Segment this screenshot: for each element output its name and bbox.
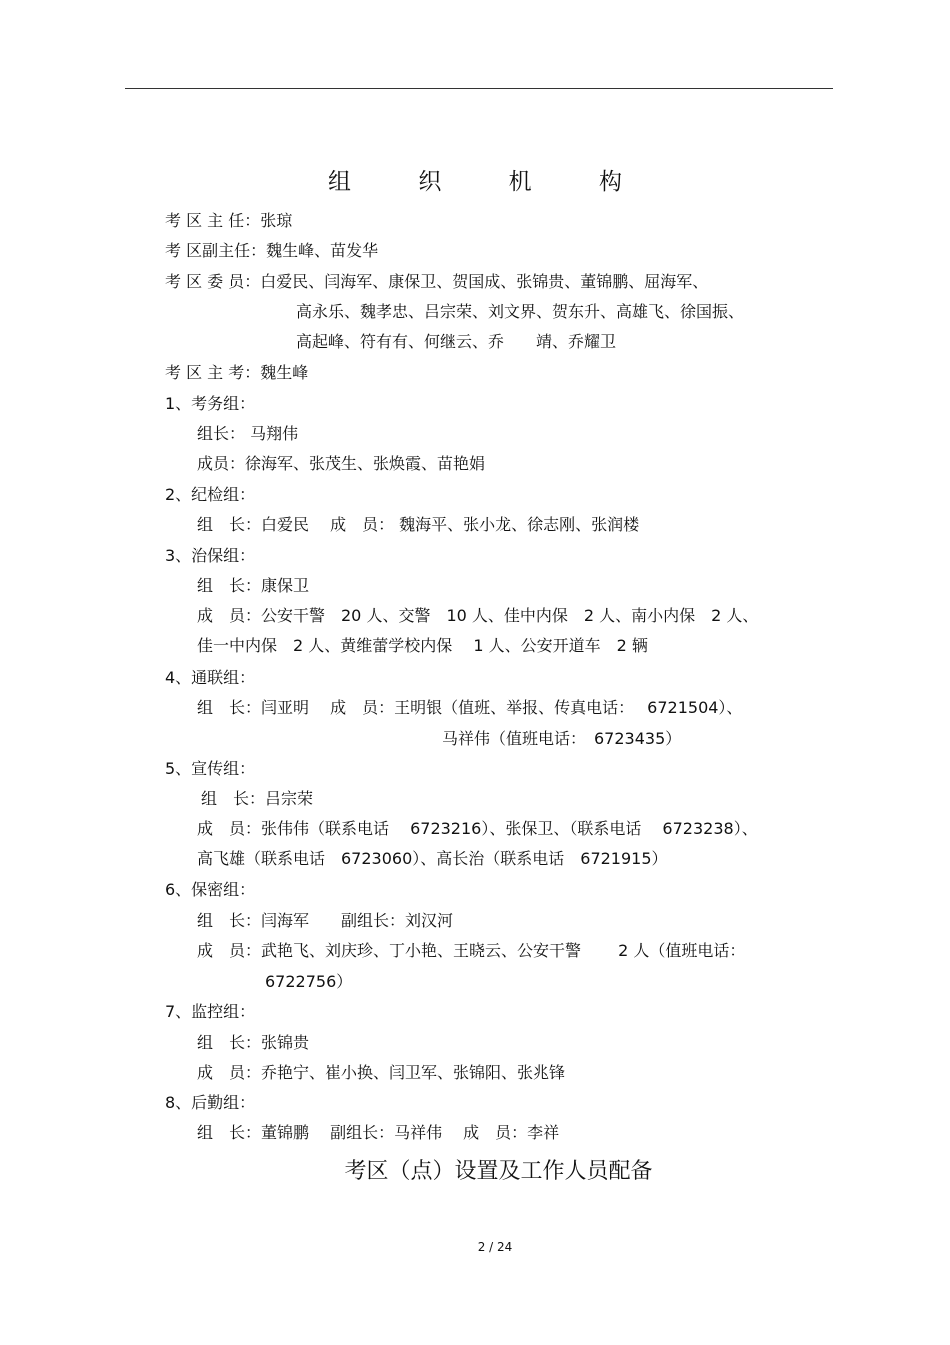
section-heading-confidentiality: 6、保密组： [165,880,256,899]
line-exam-affairs-members: 成员：徐海军、张茂生、张焕霞、苗艳娟 [197,454,486,473]
line-discipline-leader-members: 组 长：白爱民 成 员： 魏海平、张小龙、徐志刚、张润楼 [197,515,640,534]
line-security-members: 成 员：公安干警 20 人、交警 10 人、佳中内保 2 人、南小内保 2 人、 [197,606,759,625]
section-heading-logistics: 8、后勤组： [165,1093,256,1112]
line-chief-examiner: 考 区 主 考：魏生峰 [165,363,309,382]
line-liaison-leader-members: 组 长：闫亚明 成 员：王明银（值班、举报、传真电话： 6721504）、 [197,698,743,717]
line-publicity-leader: 组 长：吕宗荣 [201,789,314,808]
section-heading-exam-affairs: 1、考务组： [165,394,256,413]
section-heading-discipline: 2、纪检组： [165,485,256,504]
line-exam-director: 考 区 主 任：张琼 [165,211,293,230]
line-security-members-cont: 佳一中内保 2 人、黄维蕾学校内保 1 人、公安开道车 2 辆 [197,636,648,655]
line-publicity-members: 成 员：张伟伟（联系电话 6723216）、张保卫、（联系电话 6723238）、 [197,819,758,838]
line-committee: 考 区 委 员：白爱民、闫海军、康保卫、贺国成、张锦贵、董锦鹏、屈海军、 [165,272,709,291]
line-monitoring-members: 成 员：乔艳宁、崔小换、闫卫军、张锦阳、张兆锋 [197,1063,566,1082]
page-title: 组 织 机 构 [328,169,652,195]
line-monitoring-leader: 组 长：张锦贵 [197,1033,310,1052]
line-logistics-leaders: 组 长：董锦鹏 副组长：马祥伟 成 员：李祥 [197,1123,560,1142]
line-committee-cont-1: 高永乐、魏孝忠、吕宗荣、刘文界、贺东升、高雄飞、徐国振、 [296,302,745,321]
page-number: 2 / 24 [477,1240,513,1254]
line-security-leader: 组 长：康保卫 [197,576,310,595]
line-deputy-director: 考 区副主任：魏生峰、苗发华 [165,241,379,260]
line-exam-affairs-leader: 组长： 马翔伟 [197,424,299,443]
header-rule [125,88,833,89]
line-liaison-members-cont: 马祥伟（值班电话： 6723435） [442,729,682,748]
section-heading-liaison: 4、通联组： [165,668,256,687]
section-subtitle: 考区（点）设置及工作人员配备 [344,1159,653,1184]
line-confidentiality-members: 成 员：武艳飞、刘庆珍、丁小艳、王晓云、公安干警 2 人（值班电话： [197,941,746,960]
line-confidentiality-leaders: 组 长：闫海军 副组长：刘汉河 [197,911,454,930]
line-confidentiality-members-cont: 6722756） [265,972,353,991]
section-heading-monitoring: 7、监控组： [165,1002,256,1021]
line-publicity-members-cont: 高飞雄（联系电话 6723060）、高长治（联系电话 6721915） [197,849,668,868]
section-heading-publicity: 5、宣传组： [165,759,256,778]
section-heading-security: 3、治保组： [165,546,256,565]
line-committee-cont-2: 高起峰、符有有、何继云、乔 靖、乔耀卫 [296,332,617,351]
